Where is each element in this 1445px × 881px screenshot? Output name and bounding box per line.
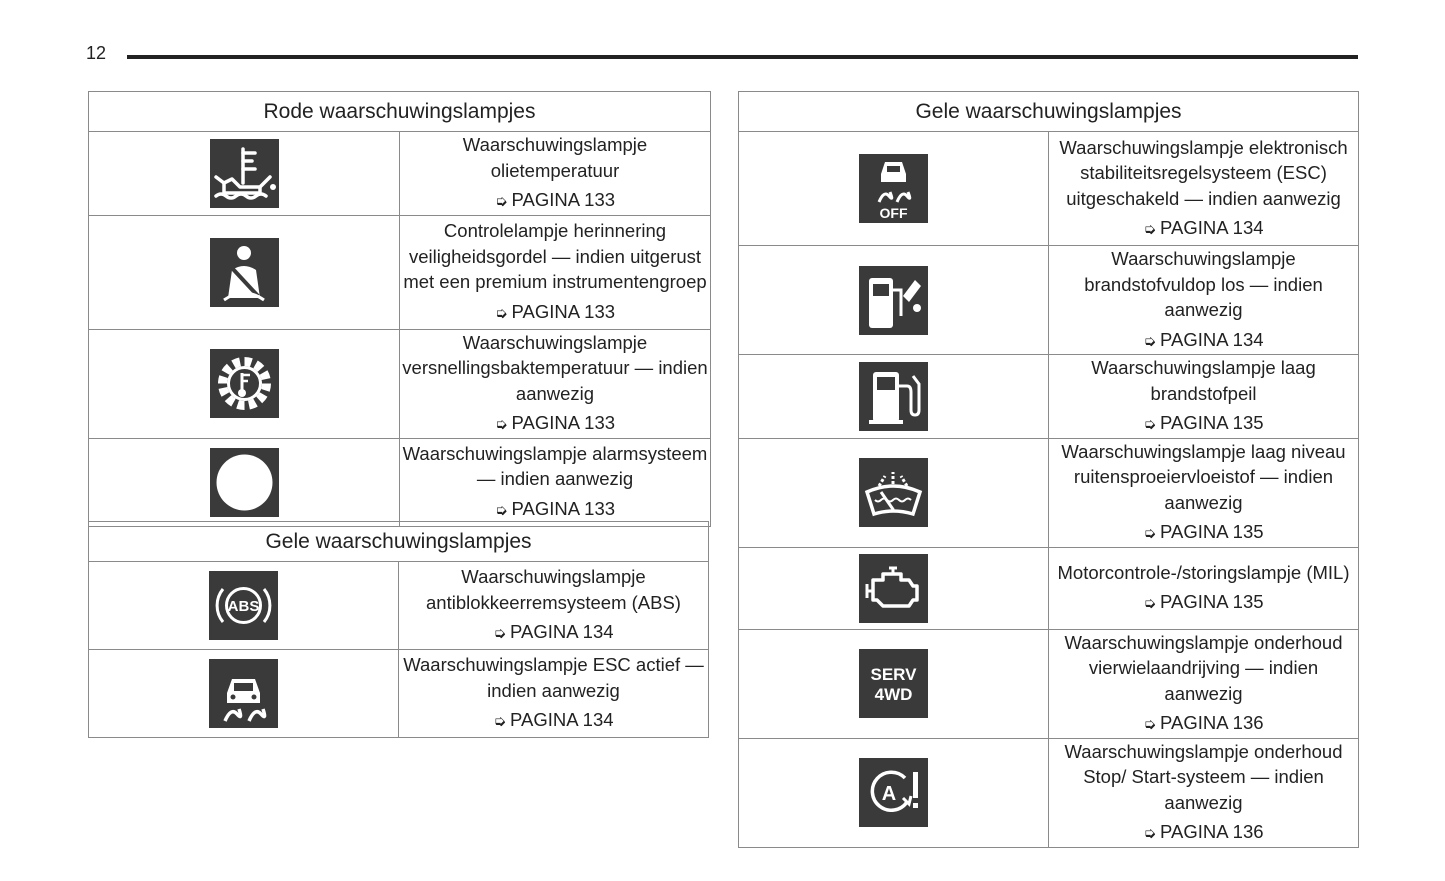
alarm-system-icon [210,448,279,517]
table-title: Rode waarschuwingslampjes [89,92,711,132]
page-reference[interactable]: PAGINA 136 [1160,712,1264,733]
stop-start-service-icon [859,758,928,827]
arrow-right-icon: ➭ [1143,332,1157,350]
page-reference[interactable]: PAGINA 133 [511,300,616,322]
page-reference[interactable]: PAGINA 136 [1160,821,1264,842]
table-row [739,355,1359,439]
fuel-cap-icon [859,266,928,335]
yellow-warning-table-right [738,91,1359,848]
transmission-temperature-icon [210,349,279,418]
page-number: 12 [86,43,107,63]
arrow-right-icon: ➭ [1143,716,1157,733]
page-reference[interactable]: PAGINA 133 [511,412,616,433]
arrow-right-icon: ➭ [493,625,507,643]
page-reference[interactable]: PAGINA 133 [511,497,616,519]
row-text: Waarschuwingslampje onderhoud Stop/ Start-systeem — indien aanwezig [1064,740,1343,813]
arrow-right-icon: ➭ [1143,825,1157,842]
page-reference[interactable]: PAGINA 134 [1160,328,1264,350]
table-row [89,132,711,216]
abs-icon [209,571,278,640]
page-reference[interactable]: PAGINA 135 [1160,412,1264,433]
page-reference[interactable]: PAGINA 134 [510,709,614,731]
arrow-right-icon: ➭ [493,713,507,731]
arrow-right-icon: ➭ [1143,595,1157,612]
row-text: Waarschuwingslampje brandstofvuldop los — indien aanwezig [1084,248,1323,320]
row-text: Waarschuwingslampje olietemperatuur [462,134,648,181]
icon-label: SERV [870,665,917,684]
icon-label: OFF [879,205,908,221]
esc-active-icon [209,659,278,728]
arrow-right-icon: ➭ [494,304,508,322]
row-text: Motorcontrole-/storingslampje (MIL) [1057,561,1350,583]
table-row [739,246,1359,355]
icon-label: 4WD [874,685,913,704]
row-text: Controlelampje herinnering veiligheidsgordel — indien uitgerust met een premium instrumentengroep [403,220,707,292]
table-row [89,329,711,438]
page-reference[interactable]: PAGINA 135 [1160,521,1264,542]
oil-temperature-icon [210,139,279,208]
arrow-right-icon: ➭ [1143,416,1157,433]
row-text: Waarschuwingslampje antiblokkeerremsysteem (ABS) [426,566,681,613]
arrow-right-icon: ➭ [494,193,508,210]
row-text: Waarschuwingslampje alarmsysteem — indien aanwezig [402,442,708,490]
washer-fluid-icon [859,458,928,527]
page-reference[interactable]: PAGINA 134 [1160,217,1264,238]
row-text: Waarschuwingslampje versnellingsbaktemperatuur — indien aanwezig [402,331,708,404]
row-text: Waarschuwingslampje ESC actief — indien aanwezig [403,654,704,701]
table-row [89,215,711,329]
arrow-right-icon: ➭ [1143,525,1157,542]
svg-text:A: A [881,783,897,805]
row-text: Waarschuwingslampje onderhoud vierwielaandrijving — indien aanwezig [1064,631,1343,704]
row-text: Waarschuwingslampje laag brandstofpeil [1091,357,1316,404]
table-row [739,438,1359,547]
esc-off-icon [859,154,928,223]
arrow-right-icon: ➭ [494,501,508,519]
serv-4wd-icon [859,649,928,718]
low-fuel-icon [859,362,928,431]
table-title: Gele waarschuwingslampjes [739,92,1359,132]
table-row [89,438,711,526]
arrow-right-icon: ➭ [1143,221,1157,238]
page-reference[interactable]: PAGINA 134 [510,621,614,643]
header-rule [127,55,1358,59]
check-engine-icon [859,554,928,623]
row-text: Waarschuwingslampje elektronisch stabiliteitsregelsysteem (ESC) uitgeschakeld — indien aanwezig [1059,136,1348,209]
table-row [89,562,709,650]
svg-text:ABS: ABS [227,598,260,615]
page-reference[interactable]: PAGINA 133 [511,189,616,210]
arrow-right-icon: ➭ [494,416,508,433]
row-text: Waarschuwingslampje laag niveau ruitensproeiervloeistof — indien aanwezig [1061,440,1346,513]
table-row [739,738,1359,847]
red-warning-table [88,91,711,527]
table-row [739,547,1359,629]
table-row [739,132,1359,246]
table-title: Gele waarschuwingslampjes [89,522,709,562]
page-reference[interactable]: PAGINA 135 [1160,591,1264,612]
yellow-warning-table-left [88,521,709,738]
table-row [89,650,709,738]
table-row [739,629,1359,738]
seatbelt-icon [210,238,279,307]
